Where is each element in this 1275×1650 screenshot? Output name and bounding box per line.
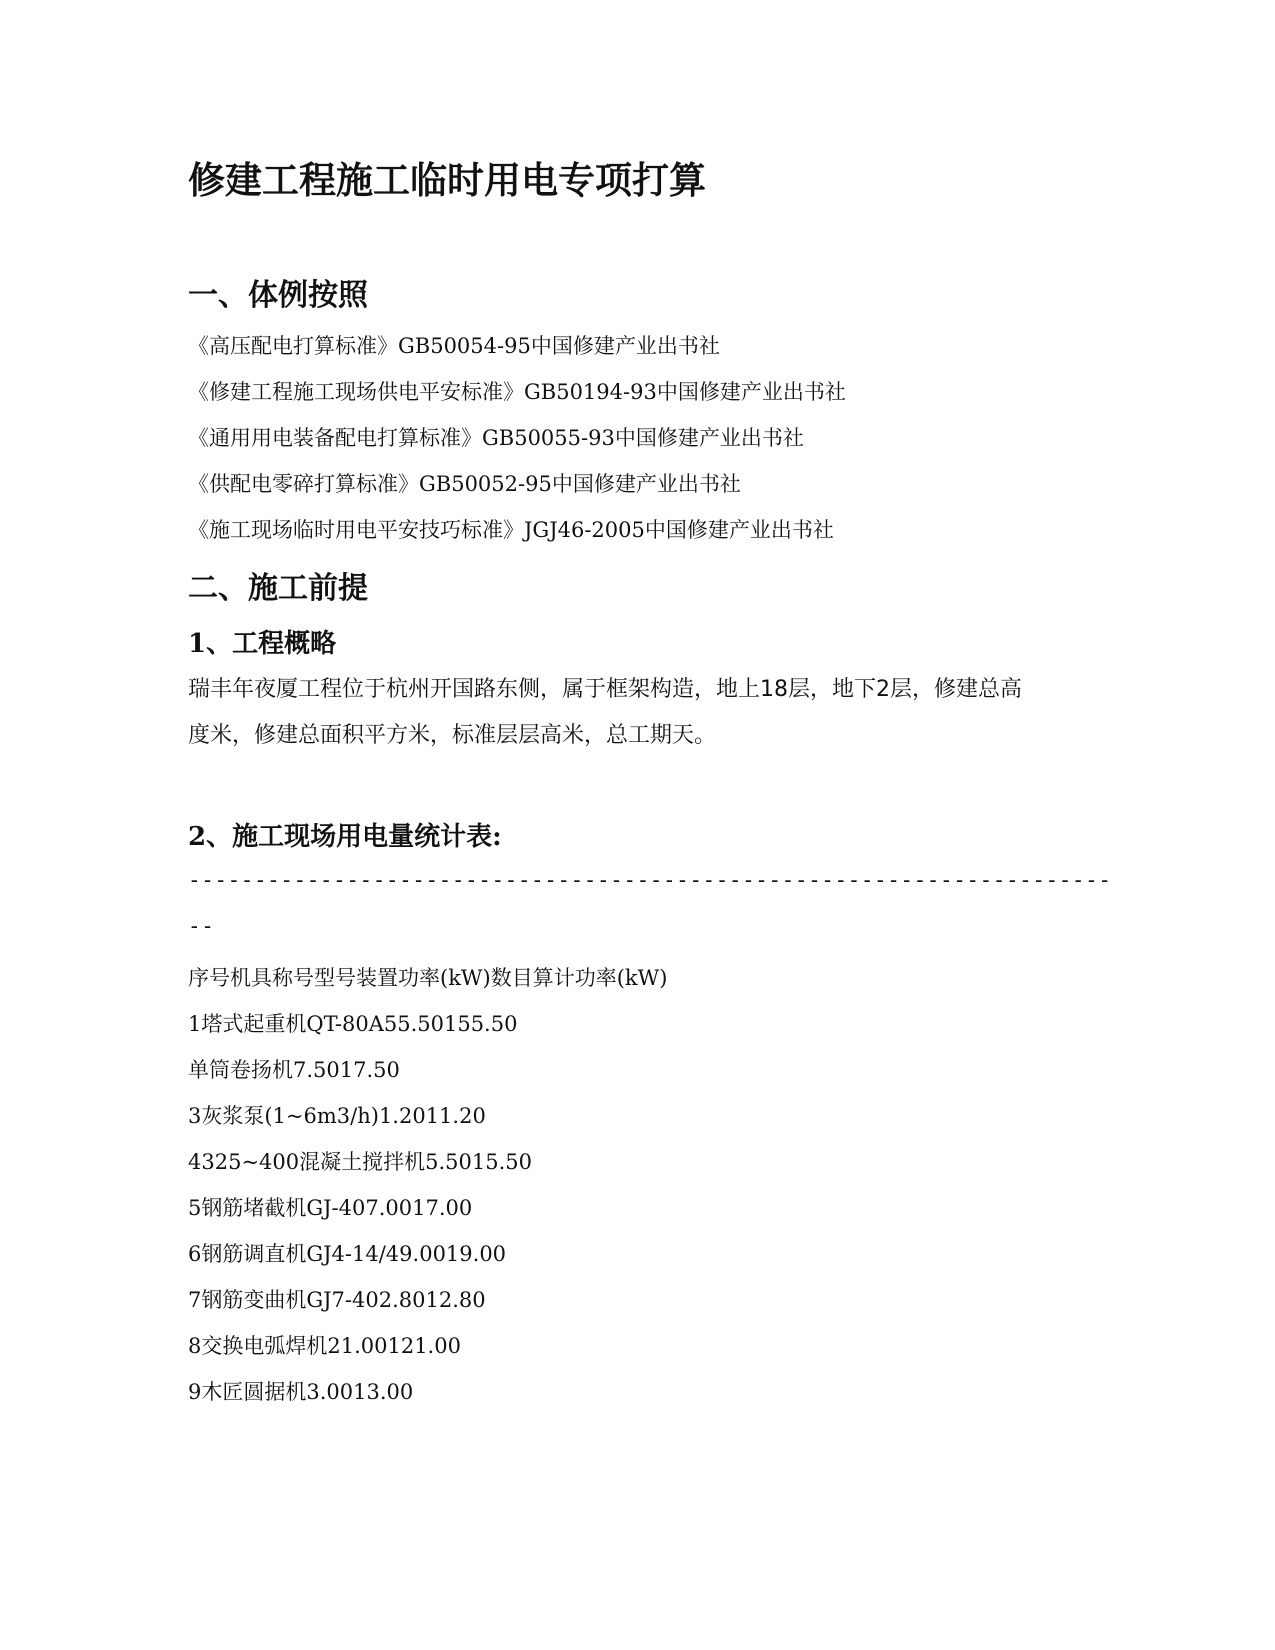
- table-row: 7钢筋变曲机GJ7-402.8012.80: [188, 1288, 486, 1312]
- table-row: 3灰浆泵(1~6m3/h)1.2011.20: [188, 1104, 486, 1128]
- reference-item: 《通用用电装备配电打算标准》GB50055-93中国修建产业出书社: [188, 426, 804, 450]
- section-heading-conditions: 二、施工前提: [188, 571, 368, 606]
- reference-item: 《施工现场临时用电平安技巧标准》JGJ46-2005中国修建产业出书社: [188, 518, 834, 542]
- table-row: 5钢筋堵截机GJ-407.0017.00: [188, 1196, 473, 1220]
- section-heading-standards: 一、体例按照: [188, 278, 368, 313]
- reference-item: 《高压配电打算标准》GB50054-95中国修建产业出书社: [188, 334, 720, 358]
- table-divider-line: --: [188, 914, 215, 938]
- table-row: 8交换电弧焊机21.00121.00: [188, 1334, 461, 1358]
- table-row: 1塔式起重机QT-80A55.50155.50: [188, 1012, 518, 1036]
- table-header-row: 序号机具称号型号装置功率(kW)数目算计功率(kW): [188, 966, 668, 990]
- subsection-heading-overview: 1、工程概略: [188, 629, 337, 659]
- project-overview-paragraph: 瑞丰年夜厦工程位于杭州开国路东侧，属于框架构造，地上18层，地下2层，修建总高度米，修建总面积平方米，标准层层高米，总工期天。: [188, 677, 1022, 748]
- reference-item: 《供配电零碎打算标准》GB50052-95中国修建产业出书社: [188, 472, 741, 496]
- reference-item: 《修建工程施工现场供电平安标准》GB50194-93中国修建产业出书社: [188, 380, 846, 404]
- table-row: 单筒卷扬机7.5017.50: [188, 1058, 400, 1082]
- subsection-heading-power-table: 2、施工现场用电量统计表:: [188, 822, 502, 852]
- table-row: 4325~400混凝土搅拌机5.5015.50: [188, 1150, 532, 1174]
- document-title: 修建工程施工临时用电专项打算: [188, 158, 706, 202]
- table-row: 6钢筋调直机GJ4-14/49.0019.00: [188, 1242, 507, 1266]
- table-row: 9木匠圆据机3.0013.00: [188, 1380, 414, 1404]
- table-divider-line: ----------------------------------------------------------------------: [188, 868, 1112, 892]
